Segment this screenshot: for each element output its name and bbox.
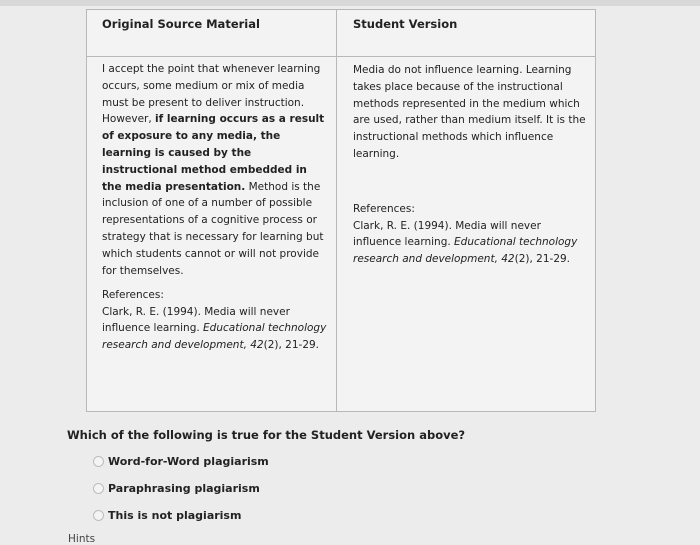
option-word-for-word[interactable] (93, 455, 269, 468)
column-divider (336, 10, 337, 411)
option-label: This is not plagiarism (108, 509, 242, 522)
student-references (353, 201, 589, 267)
radio-button[interactable] (93, 456, 104, 467)
header-divider (87, 56, 595, 57)
top-bar (0, 0, 700, 6)
student-version-text: Media do not influence learning. Learning takes place because of the instructional methods represented in the medium which are used, rather than medium itself. It is the instructional methods which influence learning. (353, 64, 586, 160)
hints-link[interactable]: Hints (68, 533, 96, 545)
header-student-version: Student Version (353, 17, 458, 31)
original-text-part-2: Method is the inclusion of one of a number of possible representations of a cognitive process or strategy that is necessary for learning but which students cannot or will not provide for themselves. (102, 180, 324, 277)
original-text-part-1: I accept the point that whenever learning occurs, some medium or mix of media must be present to deliver instruction. However, (102, 63, 321, 126)
question-prompt: Which of the following is true for the Student Version above? (67, 428, 466, 442)
header-original-source: Original Source Material (102, 17, 260, 31)
references-label: References: (102, 289, 164, 301)
option-label: Word-for-Word plagiarism (108, 455, 269, 468)
original-text-bold: if learning occurs as a result of exposure to any media, the learning is caused by the instructional method embedded in the media presentation. (102, 113, 325, 193)
option-not-plagiarism[interactable] (93, 509, 241, 522)
references-citation: Clark, R. E. (1994). Media will never influence learning. Educational technology research and development, 42(2), 21-29. (353, 219, 578, 265)
option-label: Paraphrasing plagiarism (108, 482, 260, 495)
references-citation: Clark, R. E. (1994). Media will never influence learning. Educational technology research and development, 42(2), 21-29. (102, 305, 327, 351)
references-label: References: (353, 203, 415, 215)
option-paraphrasing[interactable] (93, 482, 260, 495)
original-source-text (102, 61, 330, 279)
original-references (102, 287, 330, 353)
radio-button[interactable] (93, 510, 104, 521)
comparison-table (86, 9, 596, 412)
radio-button[interactable] (93, 483, 104, 494)
